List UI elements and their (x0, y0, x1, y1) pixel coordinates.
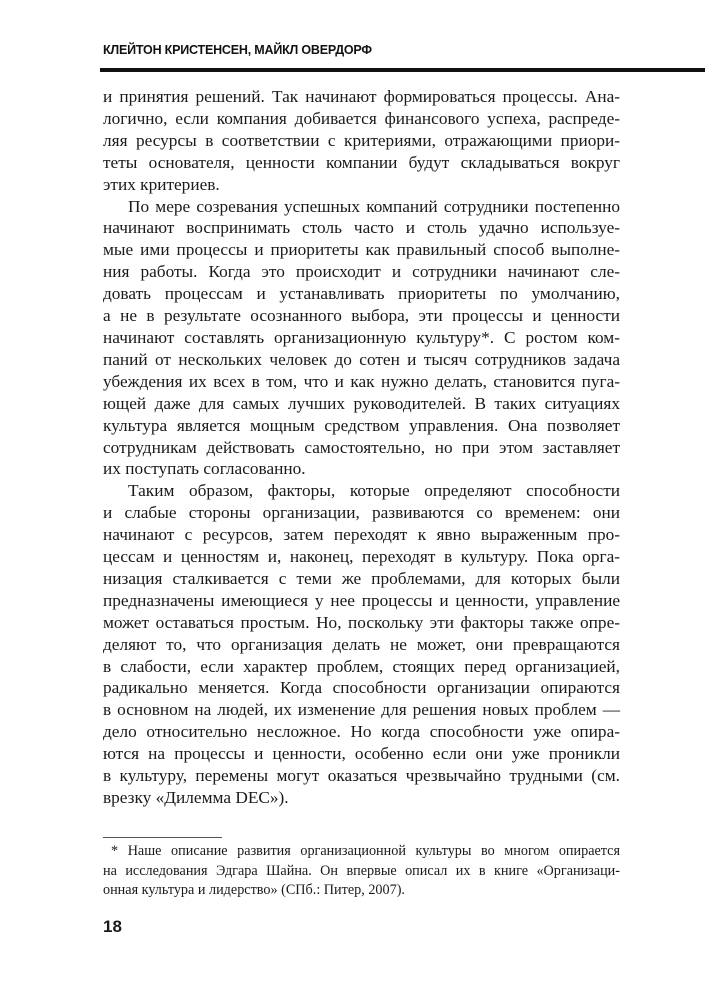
text-line: может оставаться простым. Но, поскольку эти факторы также опре- (103, 612, 620, 632)
text-line: и принятия решений. Так начинают формироваться процессы. Ана- (103, 87, 620, 106)
text-line: По мере созревания успешных компаний сотрудники постепенно (128, 196, 620, 216)
text-line: ющей даже для самых лучших руководителей. В таких ситуациях (103, 393, 620, 413)
text-line: культура является мощным средством управления. Она позволяет (103, 415, 620, 435)
footnote-line: * Наше описание развития организационной культуры во многом опирается (111, 843, 620, 859)
text-line: этих критериев. (103, 174, 220, 194)
footnote-line: на исследования Эдгара Шайна. Он впервые описал их в книге «Организаци- (103, 862, 620, 879)
header-rule (100, 68, 705, 72)
footnote-separator (103, 837, 222, 838)
running-header: КЛЕЙТОН КРИСТЕНСЕН, МАЙКЛ ОВЕРДОРФ (103, 43, 372, 57)
text-line: начинают с ресурсов, затем переходят к явно выраженным про- (103, 525, 620, 545)
paragraph (103, 196, 620, 481)
text-line: начинают составлять организационную культуру*. С ростом ком- (103, 327, 620, 347)
paragraph (103, 86, 620, 196)
text-line: ются на процессы и ценности, особенно если они уже проникли (103, 744, 620, 764)
text-line: убеждения их всех в том, что и как нужно делать, становится пуга- (103, 371, 620, 391)
text-line: низация сталкивается с теми же проблемами, для которых были (103, 568, 620, 588)
text-line: и слабые стороны организации, развиваются со временем: они (103, 503, 620, 523)
text-line: мые ими процессы и приоритеты как правильный способ выполне- (103, 240, 620, 260)
text-line: ляя ресурсы в соответствии с критериями, отражающими приори- (103, 130, 620, 150)
text-line: сотрудникам действовать самостоятельно, но при этом заставляет (103, 437, 620, 457)
page-number: 18 (103, 917, 122, 936)
text-line: цессам и ценностям и, наконец, переходят в культуру. Пока орга- (103, 547, 620, 567)
text-line: Таким образом, факторы, которые определяют способности (128, 481, 620, 501)
text-line: в слабости, если характер проблем, стоящих перед организацией, (103, 656, 620, 676)
text-line: в основном на людей, их изменение для решения новых проблем — (103, 700, 620, 720)
text-line: логично, если компания добивается финансового успеха, распреде- (103, 108, 620, 128)
footnote-line: онная культура и лидерство» (СПб.: Питер, 2007). (103, 882, 405, 898)
text-line: дело относительно несложное. Но когда способности уже опира- (103, 722, 620, 742)
text-line: в культуру, перемены могут оказаться чрезвычайно трудными (см. (103, 766, 620, 786)
footnote (103, 842, 620, 901)
text-line: радикально меняется. Когда способности организации опираются (103, 678, 620, 698)
text-line: врезку «Дилемма DEC»). (103, 788, 289, 807)
paragraph (103, 480, 620, 809)
body-text (103, 86, 620, 809)
text-line: теты основателя, ценности компании будут складываться вокруг (103, 152, 620, 172)
text-line: ния работы. Когда это происходит и сотрудники начинают сле- (103, 262, 620, 282)
text-line: а не в результате осознанного выбора, эти процессы и ценности (103, 306, 620, 326)
text-line: их поступать согласованно. (103, 459, 306, 479)
text-line: начинают воспринимать столь часто и столь удачно используе- (103, 218, 620, 238)
text-line: паний от нескольких человек до сотен и тысяч сотрудников задача (103, 349, 620, 369)
text-line: довать процессам и устанавливать приоритеты по умолчанию, (103, 284, 620, 304)
text-line: деляют то, что организация делать не может, они превращаются (103, 634, 620, 654)
text-line: предназначены имеющиеся у нее процессы и ценности, управление (103, 590, 620, 610)
